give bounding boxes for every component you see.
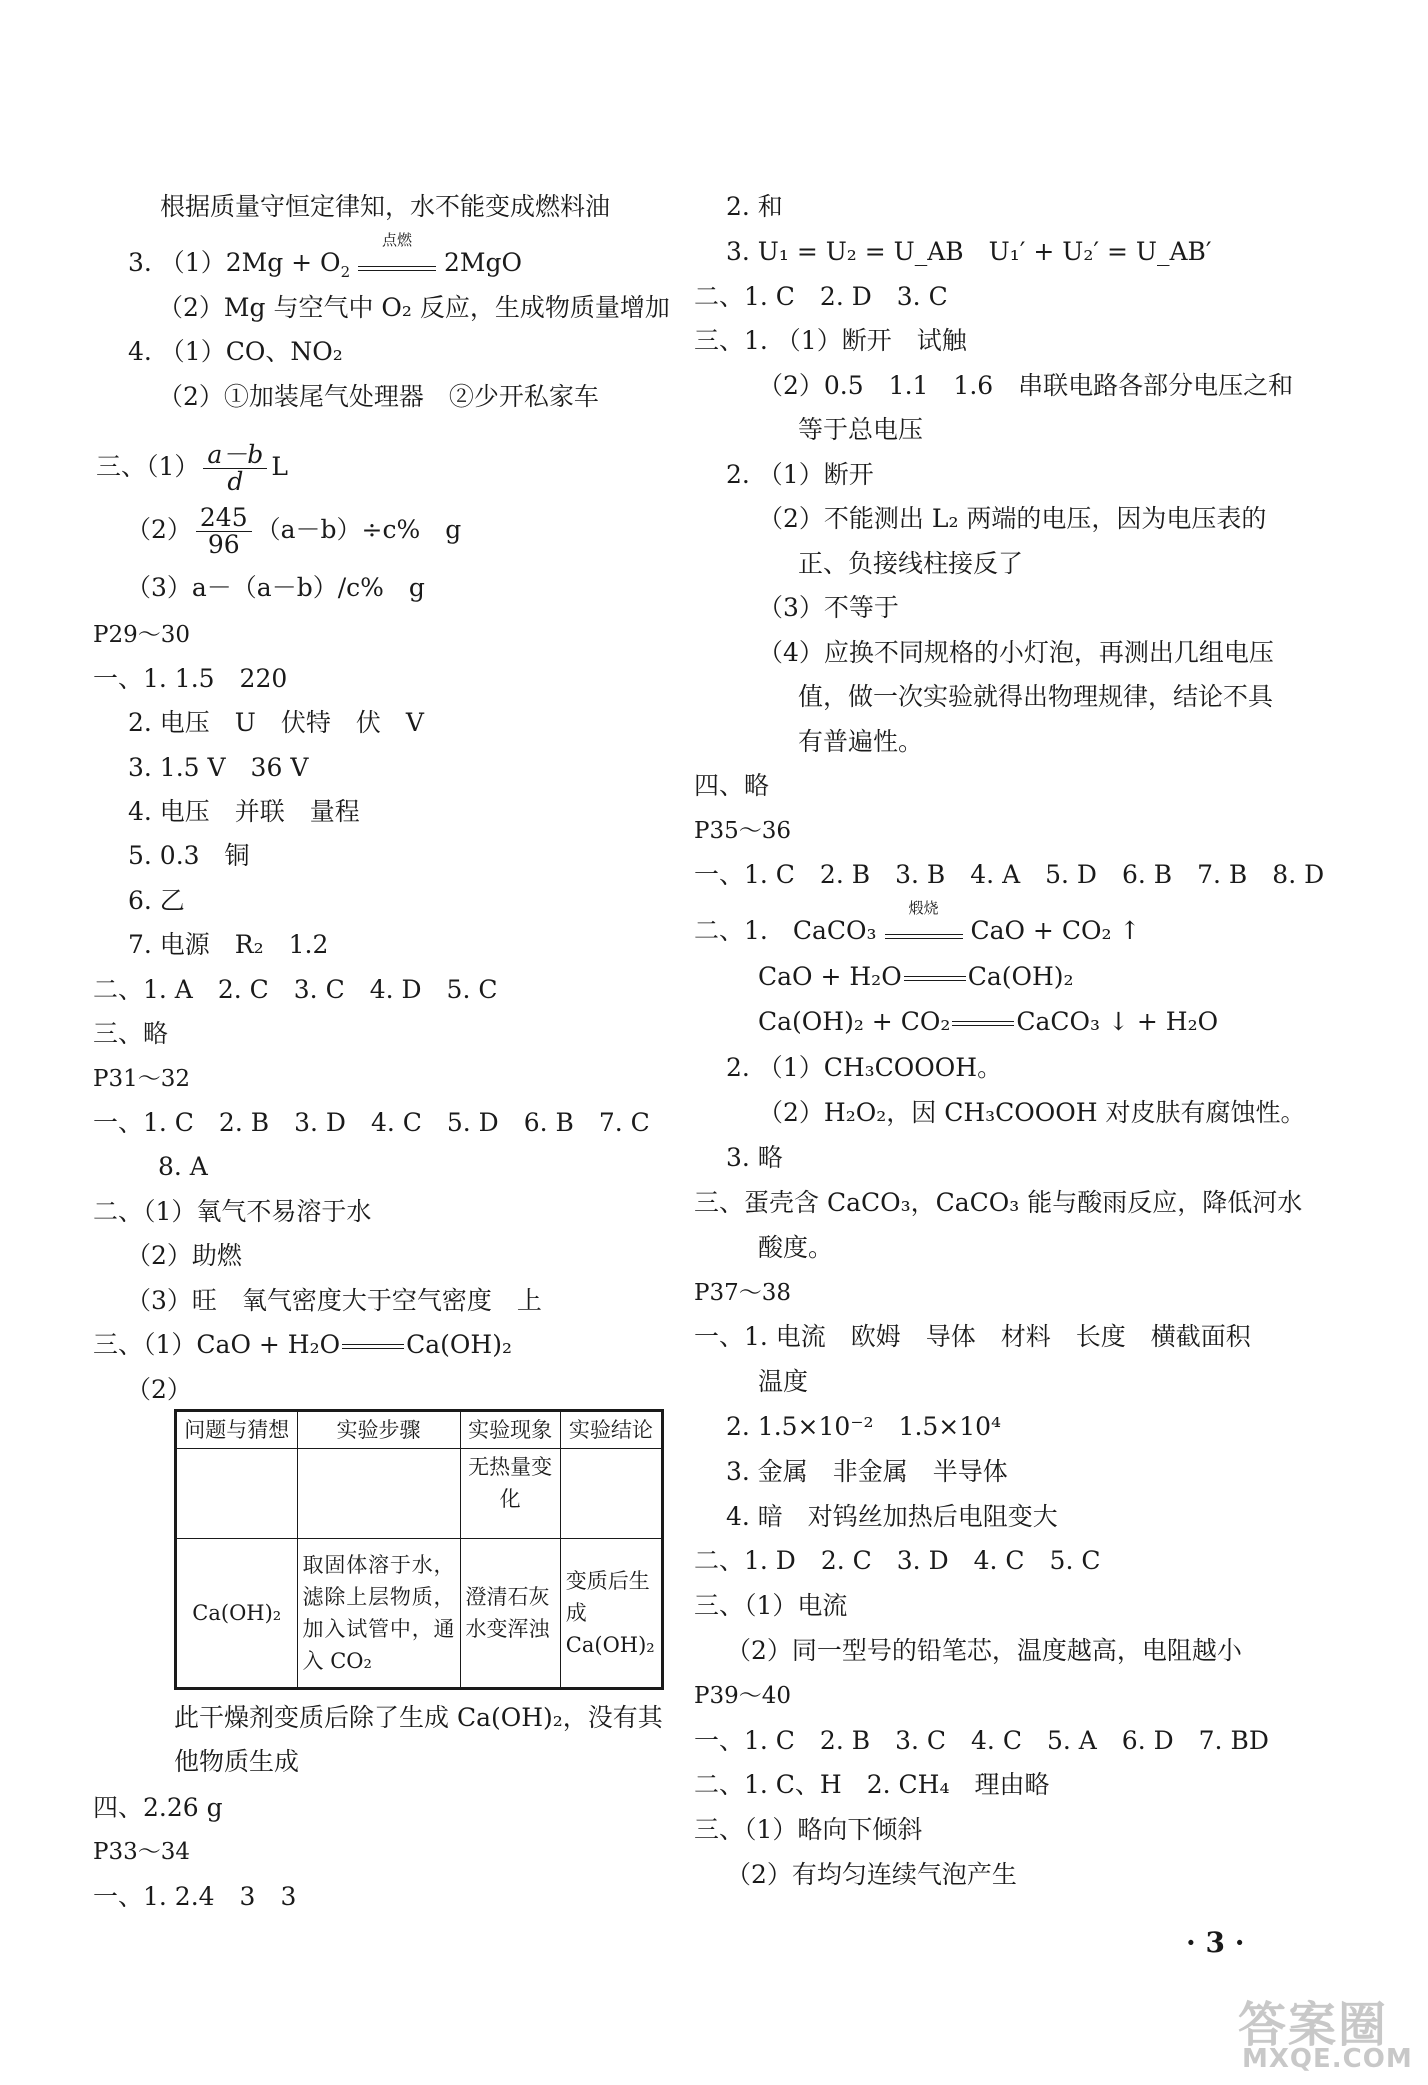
equation-limewater: Ca(OH)₂ + CO₂ CaCO₃ ↓ + H₂O (758, 1007, 1219, 1036)
page-range-heading: P31～32 (93, 1066, 191, 1092)
page-number: · 3 · (1186, 1926, 1245, 1959)
table-header-cell: 实验结论 (560, 1411, 662, 1449)
answer-line: 一、1. 1.5 220 (93, 664, 288, 693)
equation-cao-water: 三、（1）CaO + H₂O Ca(OH)₂ (93, 1330, 512, 1359)
table-cell (560, 1449, 662, 1539)
answer-line: 3. 金属 非金属 半导体 (726, 1457, 1008, 1486)
answer-line: 6. 乙 (128, 886, 185, 915)
answer-line: （2） (126, 1375, 192, 1404)
answer-line: 三、1. （1）断开 试触 (694, 326, 967, 355)
experiment-table (174, 1409, 664, 1690)
page-range-heading: P33～34 (93, 1839, 191, 1865)
answer-line: （2）Mg 与空气中 O₂ 反应，生成物质量增加 (158, 293, 670, 322)
table-header-cell: 实验现象 (460, 1411, 560, 1449)
answer-line: 2. 电压 U 伏特 伏 V (128, 708, 424, 737)
equation-calcination: 二、1. CaCO₃ 煅烧 CaO + CO₂ ↑ (694, 899, 1141, 945)
table-header-row (176, 1411, 663, 1449)
answer-line: 一、1. C 2. B 3. B 4. A 5. D 6. B 7. B 8. D (694, 860, 1325, 889)
answer-line: 3. U₁ = U₂ = U_AB U₁′ + U₂′ = U_AB′ (726, 237, 1212, 266)
answer-line: 2. 和 (726, 192, 783, 221)
answer-line: 5. 0.3 铜 (128, 841, 250, 870)
page-range-heading: P29～30 (93, 622, 191, 648)
answer-line: 3. 1.5 V 36 V (128, 753, 309, 782)
equation-cao-water: CaO + H₂O Ca(OH)₂ (758, 962, 1074, 991)
answer-line: 正、负接线柱接反了 (798, 549, 1024, 578)
answer-line: 2. （1）CH₃COOOH。 (726, 1053, 1003, 1082)
answer-line: （4）应换不同规格的小灯泡，再测出几组电压 (758, 638, 1274, 667)
watermark-logo: 答案圈 MXQE.COM (1238, 1997, 1413, 2074)
reaction-arrow: 点燃 (358, 252, 436, 271)
answer-line: 二、1. C 2. D 3. C (694, 282, 948, 311)
table-cell (176, 1449, 298, 1539)
answer-line: （2）0.5 1.1 1.6 串联电路各部分电压之和 (758, 371, 1294, 400)
equals-sign (342, 1344, 404, 1349)
answer-line: （3）旺 氧气密度大于空气密度 上 (126, 1286, 542, 1315)
reaction-arrow: 煅烧 (885, 920, 963, 939)
answer-line: 温度 (758, 1367, 809, 1396)
answer-line: 三、略 (93, 1019, 169, 1048)
answer-line: 四、2.26 g (93, 1793, 223, 1822)
answer-line: 4. 暗 对钨丝加热后电阻变大 (726, 1502, 1058, 1531)
page-range-heading: P35～36 (694, 818, 792, 844)
table-header-cell: 实验步骤 (297, 1411, 460, 1449)
answer-line: （3）不等于 (758, 593, 899, 622)
table-header-cell: 问题与猜想 (176, 1411, 298, 1449)
answer-line: 8. A (158, 1152, 208, 1181)
answer-line: （2）有均匀连续气泡产生 (726, 1860, 1017, 1889)
answer-line: 二、（1）氧气不易溶于水 (93, 1197, 372, 1226)
answer-line: 一、1. C 2. B 3. C 4. C 5. A 6. D 7. BD (694, 1726, 1269, 1755)
answer-line: 2. 1.5×10⁻² 1.5×10⁴ (726, 1412, 1002, 1441)
answer-line: 有普遍性。 (798, 727, 924, 756)
table-cell: 取固体溶于水，滤除上层物质，加入试管中，通入 CO₂ (297, 1539, 460, 1689)
answer-line: （2）不能测出 L₂ 两端的电压，因为电压表的 (758, 504, 1267, 533)
table-row (176, 1539, 663, 1689)
fraction: $\frac{a-b}{d}$ (203, 442, 267, 495)
answer-line: 2. （1）断开 (726, 460, 874, 489)
answer-line: 二、1. C、H 2. CH₄ 理由略 (694, 1770, 1050, 1799)
answer-line: 三、（1）电流 (694, 1591, 848, 1620)
answer-line: 根据质量守恒定律知，水不能变成燃料油 (160, 192, 611, 221)
page-range-heading: P37～38 (694, 1280, 792, 1306)
answer-line: 一、1. 电流 欧姆 导体 材料 长度 横截面积 (694, 1322, 1251, 1351)
fraction: $\frac{245}{96}$ (196, 505, 252, 558)
answer-line: （2）①加装尾气处理器 ②少开私家车 (158, 382, 599, 411)
answer-line: 3. 略 (726, 1143, 783, 1172)
table-cell: 澄清石灰水变浑浊 (460, 1539, 560, 1689)
answer-line: 一、1. C 2. B 3. D 4. C 5. D 6. B 7. C (93, 1108, 650, 1137)
answer-line: 他物质生成 (174, 1747, 300, 1776)
answer-line: （2）同一型号的铅笔芯，温度越高，电阻越小 (726, 1636, 1242, 1665)
answer-line: 值，做一次实验就得出物理规律，结论不具 (798, 682, 1274, 711)
page-range-heading: P39～40 (694, 1683, 792, 1709)
answer-line: 4. （1）CO、NO₂ (128, 337, 343, 366)
equals-sign (904, 976, 966, 981)
answer-line: 二、1. D 2. C 3. D 4. C 5. C (694, 1546, 1101, 1575)
answer-line: 7. 电源 R₂ 1.2 (128, 930, 329, 959)
answer-line: （2）H₂O₂，因 CH₃COOOH 对皮肤有腐蚀性。 (758, 1098, 1306, 1127)
table-cell: 变质后生成 Ca(OH)₂ (560, 1539, 662, 1689)
answer-line: 酸度。 (758, 1233, 834, 1262)
answer-line: 4. 电压 并联 量程 (128, 797, 360, 826)
answer-line: 此干燥剂变质后除了生成 Ca(OH)₂，没有其 (174, 1703, 663, 1732)
fraction-answer-1: 三、（1） $\frac{a-b}{d}$ L (96, 440, 288, 496)
fraction-answer-2: （2） $\frac{245}{96}$ （a－b）÷c% g (126, 503, 462, 559)
equals-sign (952, 1021, 1014, 1026)
equation-mg-combustion: 3. $(1)2Mg + O_2$ 点燃 2MgO (128, 231, 523, 281)
answer-line: 一、1. 2.4 3 3 (93, 1882, 297, 1911)
answer-line: （2）助燃 (126, 1241, 242, 1270)
table-row (176, 1449, 663, 1539)
answer-line: 等于总电压 (798, 415, 924, 444)
answer-line: 四、略 (694, 771, 770, 800)
answer-line: （3）a－（a－b）/c% g (126, 573, 425, 602)
table-cell: Ca(OH)₂ (176, 1539, 298, 1689)
answer-line: 三、（1）略向下倾斜 (694, 1815, 923, 1844)
table-cell (297, 1449, 460, 1539)
table-cell: 无热量变化 (460, 1449, 560, 1539)
answer-line: 三、蛋壳含 CaCO₃，CaCO₃ 能与酸雨反应，降低河水 (694, 1188, 1303, 1217)
answer-line: 二、1. A 2. C 3. C 4. D 5. C (93, 975, 498, 1004)
